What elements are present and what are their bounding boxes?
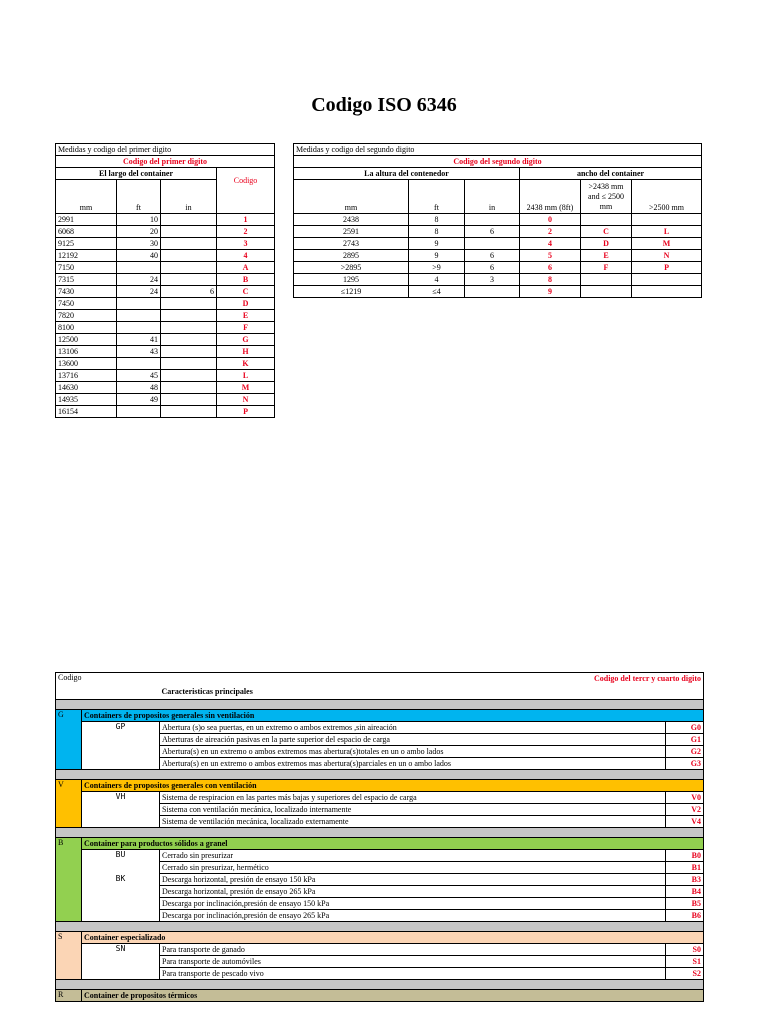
- table-row: [56, 214, 275, 226]
- separator-cell: [56, 700, 704, 710]
- table-row: [56, 262, 275, 274]
- type-code-cell: B5: [666, 898, 704, 910]
- width-code-cell: 2: [520, 226, 581, 238]
- type-code-cell: G2: [666, 746, 704, 758]
- ft-cell: >9: [409, 262, 465, 274]
- in-cell: [161, 346, 217, 358]
- ft-cell: [117, 358, 161, 370]
- width-code-cell: 0: [520, 214, 581, 226]
- table1-unit-in: in: [161, 180, 217, 214]
- description-cell: Descarga horizontal, presión de ensayo 265 kPa: [160, 886, 666, 898]
- table-row: [56, 956, 704, 968]
- description-cell: Abertura(s) en un extremo o ambos extremos mas abertura(s)totales en un o ambo lados: [160, 746, 666, 758]
- code-cell: P: [217, 406, 275, 418]
- table-row: [294, 274, 702, 286]
- type-code-cell: V0: [666, 792, 704, 804]
- first-digit-table: [55, 143, 275, 418]
- width-code-cell: M: [632, 238, 702, 250]
- description-cell: Para transporte de pescado vivo: [160, 968, 666, 980]
- subtype-cell: [82, 816, 160, 828]
- mm-cell: 7150: [56, 262, 117, 274]
- separator-cell: [56, 828, 704, 838]
- mm-cell: 2438: [294, 214, 409, 226]
- group-header-row: [56, 838, 704, 850]
- code-cell: M: [217, 382, 275, 394]
- code-cell: H: [217, 346, 275, 358]
- description-cell: Abertura (s)o sea puertas, en un extremo o ambos extremos ,sin aireación: [160, 722, 666, 734]
- in-cell: [161, 274, 217, 286]
- table-row: [56, 322, 275, 334]
- description-cell: Descarga horizontal, presión de ensayo 150 kPa: [160, 874, 666, 886]
- type-code-cell: G0: [666, 722, 704, 734]
- ft-cell: 30: [117, 238, 161, 250]
- width-code-cell: [581, 286, 632, 298]
- width-code-cell: 6: [520, 262, 581, 274]
- group-title: Containers de propositos generales sin ventilación: [82, 710, 704, 722]
- description-cell: Descarga por inclinación,presión de ensayo 265 kPa: [160, 910, 666, 922]
- table-row: [56, 734, 704, 746]
- width-code-cell: D: [581, 238, 632, 250]
- description-cell: Aberturas de aireación pasivas en la parte superior del espacio de carga: [160, 734, 666, 746]
- subtype-cell: [82, 746, 160, 758]
- type-code-cell: S0: [666, 944, 704, 956]
- in-cell: [161, 262, 217, 274]
- table2-width-col-1: 2438 mm (8ft): [520, 180, 581, 214]
- second-digit-table: [293, 143, 702, 298]
- code-cell: C: [217, 286, 275, 298]
- mm-cell: 13106: [56, 346, 117, 358]
- type-code-cell: B6: [666, 910, 704, 922]
- code-cell: B: [217, 274, 275, 286]
- table1-group-label: El largo del container: [56, 168, 217, 180]
- code-cell: G: [217, 334, 275, 346]
- table-row: [56, 334, 275, 346]
- in-cell: [161, 298, 217, 310]
- table-row: [56, 886, 704, 898]
- width-code-cell: 5: [520, 250, 581, 262]
- subtype-cell: BK: [82, 874, 160, 886]
- width-code-cell: [581, 274, 632, 286]
- mm-cell: 7315: [56, 274, 117, 286]
- mm-cell: 2591: [294, 226, 409, 238]
- in-cell: [465, 214, 520, 226]
- in-cell: [161, 382, 217, 394]
- code-cell: F: [217, 322, 275, 334]
- description-cell: Para transporte de automóviles: [160, 956, 666, 968]
- group-title: Container especializado: [82, 932, 704, 944]
- subtype-cell: VH: [82, 792, 160, 804]
- table-row: [56, 298, 275, 310]
- in-cell: [161, 394, 217, 406]
- table2-unit-in: in: [465, 180, 520, 214]
- table-row: [56, 898, 704, 910]
- ft-cell: 24: [117, 274, 161, 286]
- ft-cell: 41: [117, 334, 161, 346]
- description-cell: Cerrado sin presurizar, hermético: [160, 862, 666, 874]
- table-row: [56, 406, 275, 418]
- ft-cell: 4: [409, 274, 465, 286]
- mm-cell: 2743: [294, 238, 409, 250]
- third-fourth-digit-table: [55, 672, 704, 1002]
- table-row: [56, 804, 704, 816]
- mm-cell: 14935: [56, 394, 117, 406]
- width-code-cell: 8: [520, 274, 581, 286]
- mm-cell: 13600: [56, 358, 117, 370]
- width-code-cell: C: [581, 226, 632, 238]
- group-title: Containers de propositos generales con ventilación: [82, 780, 704, 792]
- group-letter: G: [56, 710, 82, 770]
- ft-cell: 48: [117, 382, 161, 394]
- group-header-row: [56, 932, 704, 944]
- table-row: [294, 250, 702, 262]
- width-code-cell: [632, 274, 702, 286]
- table2-group-height: La altura del contenedor: [294, 168, 520, 180]
- code-cell: 4: [217, 250, 275, 262]
- table1-unit-ft: ft: [117, 180, 161, 214]
- table-row: [56, 238, 275, 250]
- in-cell: 6: [465, 262, 520, 274]
- subtype-cell: [82, 968, 160, 980]
- code-cell: 1: [217, 214, 275, 226]
- group-header-row: [56, 780, 704, 792]
- code-cell: K: [217, 358, 275, 370]
- table2-width-col-3: >2500 mm: [632, 180, 702, 214]
- mm-cell: 16154: [56, 406, 117, 418]
- in-cell: [465, 286, 520, 298]
- group-separator: [56, 770, 704, 780]
- table3-header-code: Codigo: [56, 673, 160, 700]
- table2-unit-ft: ft: [409, 180, 465, 214]
- mm-cell: 13716: [56, 370, 117, 382]
- table3-header-right: Codigo del tercr y cuarto digito: [593, 674, 701, 683]
- ft-cell: [117, 310, 161, 322]
- table1-unit-mm: mm: [56, 180, 117, 214]
- subtype-cell: BU: [82, 850, 160, 862]
- type-code-cell: B4: [666, 886, 704, 898]
- in-cell: [465, 238, 520, 250]
- table2-caption: Medidas y codigo del segundo digito: [294, 144, 702, 156]
- table-row: [56, 226, 275, 238]
- group-letter: R: [56, 990, 82, 1002]
- page-title: Codigo ISO 6346: [311, 94, 457, 116]
- description-cell: Cerrado sin presurizar: [160, 850, 666, 862]
- description-cell: Sistema de respiracion en las partes más bajas y superiores del espacio de carga: [160, 792, 666, 804]
- ft-cell: 8: [409, 226, 465, 238]
- type-code-cell: G3: [666, 758, 704, 770]
- ft-cell: [117, 322, 161, 334]
- code-cell: N: [217, 394, 275, 406]
- type-code-cell: V4: [666, 816, 704, 828]
- mm-cell: 7430: [56, 286, 117, 298]
- table-row: [294, 226, 702, 238]
- mm-cell: 8100: [56, 322, 117, 334]
- group-letter: B: [56, 838, 82, 922]
- group-letter: S: [56, 932, 82, 980]
- in-cell: 6: [465, 250, 520, 262]
- table-row: [56, 250, 275, 262]
- width-code-cell: [581, 214, 632, 226]
- group-title: Container para productos sólidos a granel: [82, 838, 704, 850]
- code-cell: 2: [217, 226, 275, 238]
- in-cell: [161, 370, 217, 382]
- code-cell: D: [217, 298, 275, 310]
- table2-group-width: ancho del container: [520, 168, 702, 180]
- type-code-cell: B1: [666, 862, 704, 874]
- table-row: [56, 910, 704, 922]
- in-cell: [161, 226, 217, 238]
- table-row: [56, 792, 704, 804]
- code-cell: 3: [217, 238, 275, 250]
- description-cell: Abertura(s) en un extremo o ambos extremos mas abertura(s)parciales en un o ambo lados: [160, 758, 666, 770]
- group-letter: V: [56, 780, 82, 828]
- width-code-cell: [632, 214, 702, 226]
- width-code-cell: E: [581, 250, 632, 262]
- group-header-row: [56, 990, 704, 1002]
- ft-cell: 24: [117, 286, 161, 298]
- ft-cell: [117, 406, 161, 418]
- width-code-cell: [632, 286, 702, 298]
- table-row: [56, 944, 704, 956]
- group-title: Container de propositos térmicos: [82, 990, 704, 1002]
- mm-cell: 14630: [56, 382, 117, 394]
- group-separator: [56, 922, 704, 932]
- table-row: [294, 286, 702, 298]
- width-code-cell: F: [581, 262, 632, 274]
- table2-unit-mm: mm: [294, 180, 409, 214]
- ft-cell: 20: [117, 226, 161, 238]
- mm-cell: 12500: [56, 334, 117, 346]
- ft-cell: [117, 298, 161, 310]
- mm-cell: ≤1219: [294, 286, 409, 298]
- table3-header-main: Caracteristicas principales: [161, 687, 253, 696]
- subtype-cell: SN: [82, 944, 160, 956]
- table-row: [56, 394, 275, 406]
- table-row: [56, 758, 704, 770]
- table1-code-label: Codigo: [217, 168, 275, 214]
- in-cell: 6: [161, 286, 217, 298]
- in-cell: [161, 250, 217, 262]
- code-cell: A: [217, 262, 275, 274]
- description-cell: Descarga por inclinación,presión de ensayo 150 kPa: [160, 898, 666, 910]
- table-row: [56, 382, 275, 394]
- ft-cell: 40: [117, 250, 161, 262]
- table-row: [56, 968, 704, 980]
- description-cell: Sistema de ventilación mecánica, localizado externamente: [160, 816, 666, 828]
- width-code-cell: L: [632, 226, 702, 238]
- table-row: [56, 874, 704, 886]
- ft-cell: 10: [117, 214, 161, 226]
- table2-subheading: Codigo del segundo digito: [294, 156, 702, 168]
- in-cell: [161, 334, 217, 346]
- type-code-cell: S2: [666, 968, 704, 980]
- description-cell: Sistema con ventilación mecánica, localizado internamente: [160, 804, 666, 816]
- ft-cell: 43: [117, 346, 161, 358]
- subtype-cell: [82, 886, 160, 898]
- mm-cell: 2895: [294, 250, 409, 262]
- type-code-cell: B0: [666, 850, 704, 862]
- in-cell: [161, 358, 217, 370]
- in-cell: 3: [465, 274, 520, 286]
- mm-cell: 7450: [56, 298, 117, 310]
- mm-cell: 9125: [56, 238, 117, 250]
- table-row: [56, 850, 704, 862]
- in-cell: [161, 322, 217, 334]
- table-row: [56, 358, 275, 370]
- type-code-cell: B3: [666, 874, 704, 886]
- table-row: [56, 274, 275, 286]
- table1-caption: Medidas y codigo del primer digito: [56, 144, 275, 156]
- subtype-cell: [82, 956, 160, 968]
- table-row: [56, 310, 275, 322]
- subtype-cell: [82, 898, 160, 910]
- ft-cell: ≤4: [409, 286, 465, 298]
- group-header-row: [56, 710, 704, 722]
- width-code-cell: P: [632, 262, 702, 274]
- table-row: [56, 286, 275, 298]
- mm-cell: >2895: [294, 262, 409, 274]
- type-code-cell: V2: [666, 804, 704, 816]
- ft-cell: [117, 262, 161, 274]
- table-row: [56, 370, 275, 382]
- subtype-cell: GP: [82, 722, 160, 734]
- description-cell: Para transporte de ganado: [160, 944, 666, 956]
- group-separator: [56, 828, 704, 838]
- in-cell: 6: [465, 226, 520, 238]
- mm-cell: 2991: [56, 214, 117, 226]
- ft-cell: 9: [409, 238, 465, 250]
- code-cell: L: [217, 370, 275, 382]
- mm-cell: 12192: [56, 250, 117, 262]
- group-separator: [56, 700, 704, 710]
- separator-cell: [56, 980, 704, 990]
- table2-width-col-2: >2438 mm and ≤ 2500 mm: [581, 180, 632, 214]
- subtype-cell: [82, 734, 160, 746]
- separator-cell: [56, 770, 704, 780]
- table-row: [56, 862, 704, 874]
- subtype-cell: [82, 910, 160, 922]
- table-row: [56, 722, 704, 734]
- in-cell: [161, 214, 217, 226]
- table-row: [56, 746, 704, 758]
- type-code-cell: S1: [666, 956, 704, 968]
- in-cell: [161, 406, 217, 418]
- subtype-cell: [82, 758, 160, 770]
- ft-cell: 49: [117, 394, 161, 406]
- width-code-cell: 9: [520, 286, 581, 298]
- table1-subheading: Codigo del primer digito: [56, 156, 275, 168]
- mm-cell: 1295: [294, 274, 409, 286]
- ft-cell: 45: [117, 370, 161, 382]
- ft-cell: 8: [409, 214, 465, 226]
- table-row: [294, 262, 702, 274]
- in-cell: [161, 238, 217, 250]
- table-row: [294, 238, 702, 250]
- table-row: [56, 346, 275, 358]
- type-code-cell: G1: [666, 734, 704, 746]
- mm-cell: 6068: [56, 226, 117, 238]
- in-cell: [161, 310, 217, 322]
- subtype-cell: [82, 804, 160, 816]
- table-row: [294, 214, 702, 226]
- subtype-cell: [82, 862, 160, 874]
- width-code-cell: 4: [520, 238, 581, 250]
- group-separator: [56, 980, 704, 990]
- code-cell: E: [217, 310, 275, 322]
- table-row: [56, 816, 704, 828]
- mm-cell: 7820: [56, 310, 117, 322]
- separator-cell: [56, 922, 704, 932]
- ft-cell: 9: [409, 250, 465, 262]
- width-code-cell: N: [632, 250, 702, 262]
